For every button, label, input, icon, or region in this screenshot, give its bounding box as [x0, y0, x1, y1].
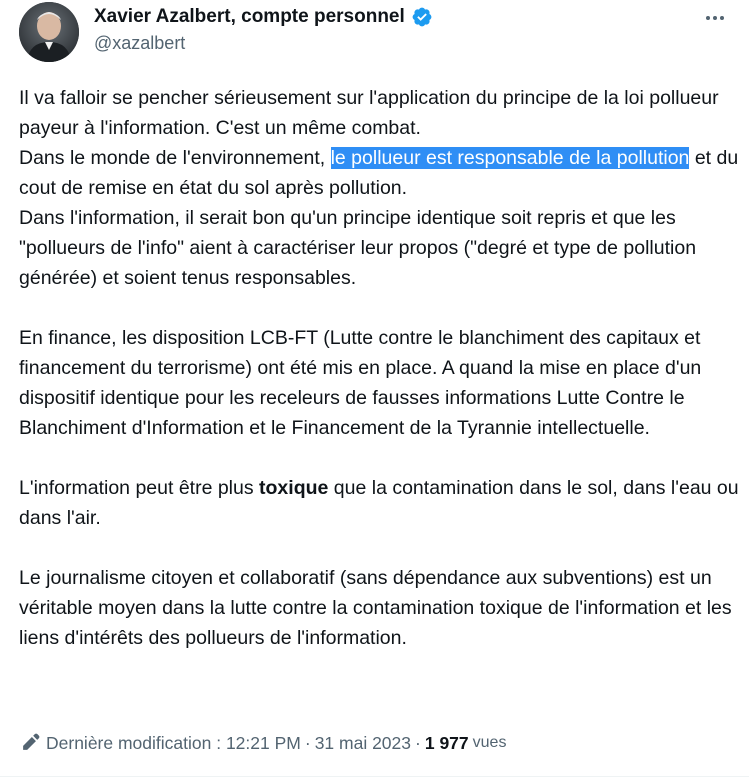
- tweet-text-line: que la contamination dans le sol, dans l'eau ou dans l'air.: [19, 477, 739, 529]
- edited-label[interactable]: Dernière modification :: [46, 732, 222, 753]
- tweet-meta: [19, 732, 506, 754]
- tweet-paragraph-4: Le journalisme citoyen et collaboratif (sans dépendance aux subventions) est un véritable moyen dans la lutte contre la contamination toxique de l'information et les liens d'intérêts des pollueurs de l'information.: [19, 567, 732, 649]
- views-count[interactable]: 1 977: [424, 732, 469, 753]
- pencil-icon[interactable]: [19, 732, 41, 754]
- author-handle[interactable]: @xazalbert: [94, 33, 186, 53]
- tweet-time[interactable]: 12:21 PM: [225, 732, 301, 753]
- more-options-icon[interactable]: [700, 8, 730, 28]
- tweet-date[interactable]: 31 mai 2023: [314, 732, 412, 753]
- bold-word: toxique: [259, 477, 329, 499]
- highlighted-selection: le pollueur est responsable de la pollution: [330, 147, 690, 169]
- tweet-text: [19, 83, 739, 653]
- author-display-name[interactable]: Xavier Azalbert, compte personnel: [94, 6, 405, 27]
- tweet-text-line: Dans l'information, il serait bon qu'un principe identique soit repris et que les "pollueurs de l'info" aient à caractériser leur propos ("degré et type de pollution générée) et soient tenus responsables.: [19, 207, 697, 289]
- tweet-paragraph-1: [19, 83, 739, 293]
- tweet-paragraph-2: En finance, les disposition LCB-FT (Lutte contre le blanchiment des capitaux et financement du terrorisme) ont été mis en place. A quand la mise en place d'un dispositif identique pour les receleurs de fausses informations Lutte Contre le Blanchiment d'Information et le Financement de la Tyrannie intellectuelle.: [19, 327, 702, 439]
- tweet-paragraph-3: [19, 473, 739, 533]
- views-label: vues: [472, 734, 507, 751]
- tweet-text-line: Il va falloir se pencher sérieusement sur l'application du principe de la loi pollueur payeur à l'information. C'est un même combat.: [19, 87, 719, 139]
- tweet-text-line: et du cout de remise en état du sol après pollution.: [19, 147, 739, 199]
- verified-badge-icon[interactable]: [411, 6, 433, 28]
- author-name-row: [94, 6, 433, 28]
- tweet-text-line: Dans le monde de l'environnement,: [19, 147, 331, 169]
- separator: ·: [415, 732, 421, 753]
- tweet-text-line: L'information peut être plus: [19, 477, 260, 499]
- separator: ·: [304, 732, 311, 753]
- avatar[interactable]: [19, 2, 79, 62]
